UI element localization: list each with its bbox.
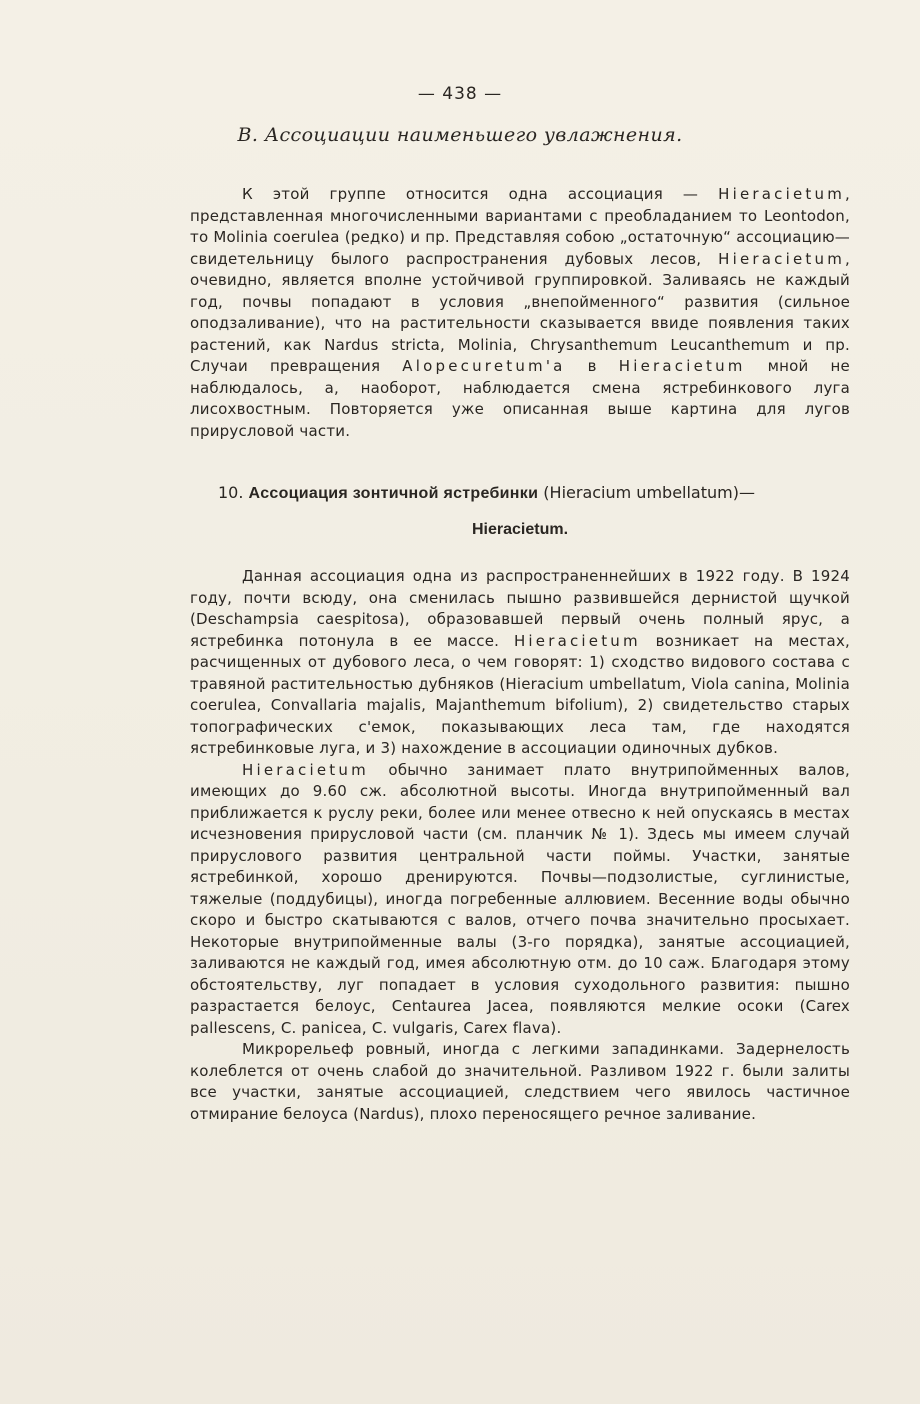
intro-text-3: , очевидно, является вполне устойчивой группировкой. Заливаясь не каждый год, почвы попадают в условия „внепойменного“ развития (сильное оподзаливание), что на растительности сказывается ввиде появления таких растений, как Nardus stricta, Molinia, Chrysanthemum Leucanthemum и пр. Случаи превращения bbox=[190, 249, 850, 375]
intro-text-1: К этой группе относится одна ассоциация — bbox=[242, 185, 719, 203]
paragraph-1 bbox=[190, 566, 850, 760]
p1-text-1: Данная ассоциация одна из распространеннейших в 1922 году. В 1924 году, почти всюду, она сменилась пышно развившейся дернистой щучкой (Deschampsia caespitosa), образовавшей первый очень полный ярус, а ястребинка потонула в ее массе. bbox=[190, 567, 850, 650]
association-latin: (Hieracium umbellatum)— bbox=[538, 483, 755, 502]
intro-text-2: , представленная многочисленными вариантами с преобладанием то Leontodon, то Molinia coerulea (редко) и пр. Представляя собою „остаточную“ ассоциацию—свидетельницу былого распространения дубовых лесов, bbox=[190, 185, 850, 268]
term-hieracietum: Hieracietum bbox=[513, 631, 641, 650]
p3-text-1: Микрорельеф ровный, иногда с легкими западинками. Задернелость колеблется от очень слабой до значительной. Разливом 1922 г. были залиты все участки, занятые ассоциацией, следствием чего явилось частичное отмирание белоуса (Nardus), плохо переносящего речное заливание. bbox=[190, 1040, 850, 1123]
intro-paragraph bbox=[190, 184, 850, 442]
intro-section bbox=[190, 184, 850, 442]
term-hieracietum: Hieracietum bbox=[718, 249, 846, 268]
p1-text-2: возникает на местах, расчищенных от дубового леса, о чем говорят: 1) сходство видового состава с травяной растительностью дубняков (Hieracium umbellatum, Viola canina, Molinia coerulea, Convallaria majalis, Majanthemum bifolium), 2) свидетельство старых топографических с'емок, показывающих леса там, где находятся ястребинковые луга, и 3) нахождение в ассоциации одиночных дубков. bbox=[190, 631, 850, 757]
association-heading-line1 bbox=[190, 482, 850, 505]
intro-text-4: в bbox=[565, 357, 619, 375]
term-alopecuretum: Alopecuretum'a bbox=[402, 357, 566, 375]
term-hieracietum: Hieracietum bbox=[618, 357, 746, 375]
association-title: Ассоциация зонтичной ястребинки bbox=[248, 485, 539, 502]
term-hieracietum: Hieracietum bbox=[242, 760, 369, 779]
paragraph-3 bbox=[190, 1039, 850, 1125]
association-body bbox=[190, 566, 850, 1125]
association-heading bbox=[190, 482, 850, 541]
paragraph-2 bbox=[190, 760, 850, 1040]
intro-text-5: мной не наблюдалось, а, наоборот, наблюдается смена ястребинкового луга лисохвостным. Повторяется уже описанная выше картина для лугов прирусловой части. bbox=[190, 357, 850, 440]
page-number: — 438 — bbox=[417, 84, 503, 104]
section-title: В. Ассоциации наименьшего увлажнения. bbox=[237, 124, 683, 146]
p2-text-1: обычно занимает плато внутрипойменных валов, имеющих до 9.60 сж. абсолютной высоты. Иногда внутрипойменный вал приближается к руслу реки, более или менее отвесно к ней опускаясь в местах исчезновения прирусловой части (см. планчик № 1). Здесь мы имеем случай прируслового развития центральной части поймы. Участки, занятые ястребинкой, хорошо дренируются. Почвы—подзолистые, суглинистые, тяжелые (поддубицы), иногда погребенные аллювием. Весенние воды обычно скоро и быстро скатываются с валов, отчего почва значительно просыхает. Некоторые внутрипойменные валы (3-го порядка), занятые ассоциацией, заливаются не каждый год, имея абсолютную отм. до 10 саж. Благодаря этому обстоятельству, луг попадает в условия суходольного развития: пышно разрастается белоус, Centaurea Jacea, появляются мелкие осоки (Carex pallescens, C. panicea, C. vulgaris, Carex flava). bbox=[190, 760, 850, 1037]
association-name: Hieracietum. bbox=[471, 521, 569, 538]
term-hieracietum: Hieracietum bbox=[718, 185, 846, 203]
association-number: 10. bbox=[218, 483, 244, 502]
